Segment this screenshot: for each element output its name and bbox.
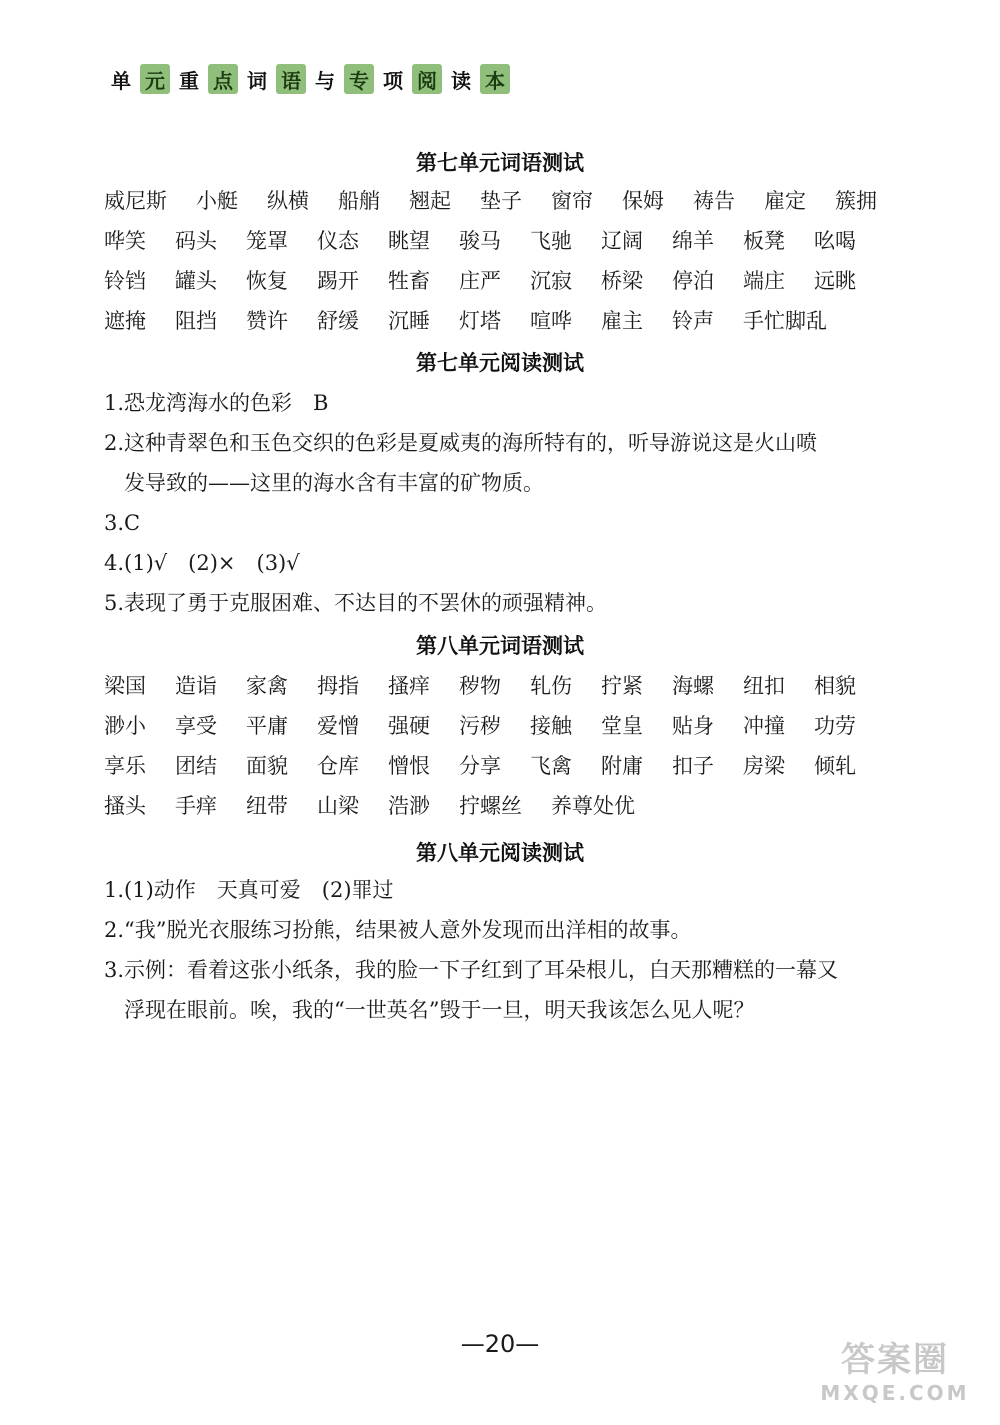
vocab-word: 远眺 <box>814 269 856 293</box>
vocab-word: 吆喝 <box>814 229 856 253</box>
answer-line: 4.(1)√ (2)× (3)√ <box>104 551 300 575</box>
series-title-char: 项 <box>383 68 403 93</box>
unit8-reading-answers <box>104 870 904 1030</box>
vocab-word: 灯塔 <box>459 309 501 333</box>
answer-line: 3.示例：看着这张小纸条，我的脸一下子红到了耳朵根儿，白天那糟糕的一幕又 <box>104 958 839 982</box>
vocab-word: 码头 <box>175 229 217 253</box>
series-title-char: 读 <box>451 68 471 93</box>
answer-line-continued: 浮现在眼前。唉，我的“一世英名”毁于一旦，明天我该怎么见人呢？ <box>124 998 755 1022</box>
vocab-word: 拧紧 <box>601 674 643 698</box>
vocab-word: 桥梁 <box>601 269 643 293</box>
word-row <box>104 785 885 825</box>
answer-line: 2.这种青翠色和玉色交织的色彩是夏威夷的海所特有的，听导游说这是火山喷 <box>104 431 818 455</box>
book-series-title <box>106 64 514 94</box>
vocab-word: 停泊 <box>672 269 714 293</box>
vocab-word: 渺小 <box>104 714 146 738</box>
answer-line: 1.(1)动作 天真可爱 (2)罪过 <box>104 878 394 902</box>
vocab-word: 平庸 <box>246 714 288 738</box>
vocab-word: 雇主 <box>601 309 643 333</box>
vocab-word: 轧伤 <box>530 674 572 698</box>
vocab-word: 仓库 <box>317 754 359 778</box>
unit7-reading-answers <box>104 383 904 623</box>
vocab-word: 堂皇 <box>601 714 643 738</box>
series-title-char: 点 <box>208 64 238 94</box>
series-title-char: 专 <box>344 64 374 94</box>
vocab-word: 家禽 <box>246 674 288 698</box>
page-number: —20— <box>460 1330 540 1358</box>
vocab-word: 扣子 <box>672 754 714 778</box>
vocab-word: 板凳 <box>743 229 785 253</box>
series-title-char: 重 <box>179 68 199 93</box>
word-row <box>104 705 885 745</box>
vocab-word: 阻挡 <box>175 309 217 333</box>
vocab-word: 浩渺 <box>388 794 430 818</box>
vocab-word: 山梁 <box>317 794 359 818</box>
answer-line: 2.“我”脱光衣服练习扮熊，结果被人意外发现而出洋相的故事。 <box>104 918 692 942</box>
vocab-word: 端庄 <box>743 269 785 293</box>
watermark-sub-text: MXQE.COM <box>820 1381 970 1405</box>
vocab-word: 爱憎 <box>317 714 359 738</box>
vocab-word: 船艄 <box>338 189 380 213</box>
vocab-word: 窗帘 <box>551 189 593 213</box>
vocab-word: 喧哗 <box>530 309 572 333</box>
vocab-word: 纵横 <box>267 189 309 213</box>
vocab-word: 面貌 <box>246 754 288 778</box>
answer-line: 1.恐龙湾海水的色彩 B <box>104 391 329 415</box>
vocab-word: 威尼斯 <box>104 189 167 213</box>
vocab-word: 雇定 <box>764 189 806 213</box>
vocab-word: 贴身 <box>672 714 714 738</box>
vocab-word: 笼罩 <box>246 229 288 253</box>
unit7-word-list <box>104 180 906 340</box>
vocab-word: 仪态 <box>317 229 359 253</box>
vocab-word: 罐头 <box>175 269 217 293</box>
vocab-word: 哗笑 <box>104 229 146 253</box>
answer-line: 3.C <box>104 511 141 535</box>
vocab-word: 海螺 <box>672 674 714 698</box>
vocab-word: 团结 <box>175 754 217 778</box>
word-row <box>104 260 906 300</box>
vocab-word: 纽扣 <box>743 674 785 698</box>
vocab-word: 享乐 <box>104 754 146 778</box>
vocab-word: 小艇 <box>196 189 238 213</box>
vocab-word: 相貌 <box>814 674 856 698</box>
vocab-word: 拇指 <box>317 674 359 698</box>
vocab-word: 搔痒 <box>388 674 430 698</box>
series-title-char: 阅 <box>412 64 442 94</box>
series-title-char: 与 <box>315 68 335 93</box>
vocab-word: 骏马 <box>459 229 501 253</box>
watermark-main-text: 答案圈 <box>841 1340 949 1380</box>
vocab-word: 冲撞 <box>743 714 785 738</box>
vocab-word: 舒缓 <box>317 309 359 333</box>
vocab-word: 附庸 <box>601 754 643 778</box>
vocab-word: 遮掩 <box>104 309 146 333</box>
vocab-word: 庄严 <box>459 269 501 293</box>
word-row <box>104 220 906 260</box>
vocab-word: 飞禽 <box>530 754 572 778</box>
vocab-word: 辽阔 <box>601 229 643 253</box>
vocab-word: 飞驰 <box>530 229 572 253</box>
vocab-word: 分享 <box>459 754 501 778</box>
word-row <box>104 300 906 340</box>
vocab-word: 绵羊 <box>672 229 714 253</box>
series-title-char: 单 <box>111 68 131 93</box>
vocab-word: 纽带 <box>246 794 288 818</box>
vocab-word: 污秽 <box>459 714 501 738</box>
vocab-word: 房梁 <box>743 754 785 778</box>
vocab-word: 祷告 <box>693 189 735 213</box>
word-row <box>104 180 906 220</box>
answer-line-continued: 发导致的——这里的海水含有丰富的矿物质。 <box>124 471 544 495</box>
word-row <box>104 745 885 785</box>
answer-line: 5.表现了勇于克服困难、不达目的不罢休的顽强精神。 <box>104 591 608 615</box>
series-title-char: 词 <box>247 68 267 93</box>
vocab-word: 强硬 <box>388 714 430 738</box>
unit8-words-title: 第八单元词语测试 <box>416 634 584 658</box>
vocab-word: 翘起 <box>409 189 451 213</box>
vocab-word: 梁国 <box>104 674 146 698</box>
vocab-word: 享受 <box>175 714 217 738</box>
vocab-word: 手忙脚乱 <box>743 309 827 333</box>
series-title-char: 本 <box>480 64 510 94</box>
unit8-reading-title: 第八单元阅读测试 <box>416 841 584 865</box>
vocab-word: 接触 <box>530 714 572 738</box>
vocab-word: 造诣 <box>175 674 217 698</box>
watermark-logo <box>820 1340 970 1410</box>
vocab-word: 踢开 <box>317 269 359 293</box>
series-title-char: 元 <box>140 64 170 94</box>
vocab-word: 铃声 <box>672 309 714 333</box>
unit7-reading-title: 第七单元阅读测试 <box>416 351 584 375</box>
vocab-word: 功劳 <box>814 714 856 738</box>
vocab-word: 铃铛 <box>104 269 146 293</box>
vocab-word: 手痒 <box>175 794 217 818</box>
word-row <box>104 665 885 705</box>
vocab-word: 眺望 <box>388 229 430 253</box>
vocab-word: 赞许 <box>246 309 288 333</box>
vocab-word: 恢复 <box>246 269 288 293</box>
unit8-word-list <box>104 665 885 825</box>
vocab-word: 拧螺丝 <box>459 794 522 818</box>
vocab-word: 垫子 <box>480 189 522 213</box>
vocab-word: 秽物 <box>459 674 501 698</box>
vocab-word: 保姆 <box>622 189 664 213</box>
vocab-word: 憎恨 <box>388 754 430 778</box>
vocab-word: 倾轧 <box>814 754 856 778</box>
unit7-words-title: 第七单元词语测试 <box>416 151 584 175</box>
series-title-char: 语 <box>276 64 306 94</box>
vocab-word: 搔头 <box>104 794 146 818</box>
vocab-word: 沉寂 <box>530 269 572 293</box>
vocab-word: 沉睡 <box>388 309 430 333</box>
vocab-word: 簇拥 <box>835 189 877 213</box>
vocab-word: 牲畜 <box>388 269 430 293</box>
vocab-word: 养尊处优 <box>551 794 635 818</box>
